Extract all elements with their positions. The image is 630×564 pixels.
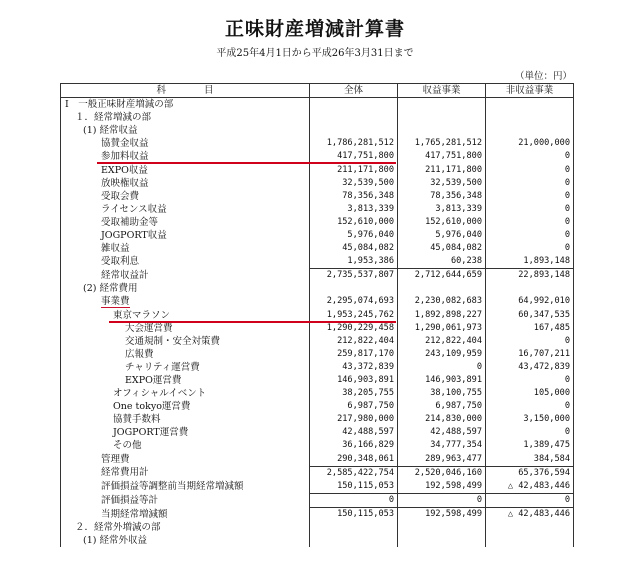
row-label-text: 当期経常増減額	[101, 508, 168, 520]
row-label-text: 事業費	[101, 296, 130, 308]
row-label	[61, 322, 310, 335]
row-label	[61, 400, 310, 413]
row-label	[61, 242, 310, 255]
cell-profit: 6,987,750	[398, 400, 486, 413]
header-item: 科 目	[61, 84, 310, 98]
table-row	[61, 400, 574, 413]
cell-total	[310, 111, 398, 124]
table-row	[61, 216, 574, 229]
cell-profit: 0	[398, 493, 486, 507]
cell-nonprofit: 16,707,211	[486, 348, 574, 361]
table-row	[61, 426, 574, 439]
cell-profit	[398, 521, 486, 534]
cell-total	[310, 521, 398, 534]
table-row	[61, 348, 574, 361]
cell-total: 150,115,053	[310, 480, 398, 494]
cell-total: 2,585,422,754	[310, 466, 398, 480]
table-row	[61, 124, 574, 137]
cell-profit: 1,765,281,512	[398, 137, 486, 150]
cell-profit: 146,903,891	[398, 374, 486, 387]
row-label	[61, 493, 310, 507]
cell-total	[310, 282, 398, 295]
row-label-text: 評価損益等計	[101, 494, 159, 506]
cell-nonprofit: 0	[486, 374, 574, 387]
row-label	[61, 98, 310, 112]
row-label-text: １．経常増減の部	[75, 112, 152, 124]
cell-profit: 78,356,348	[398, 190, 486, 203]
cell-nonprofit: 0	[486, 177, 574, 190]
table-row	[61, 374, 574, 387]
row-label-text: 経常費用計	[101, 467, 149, 479]
table-row	[61, 534, 574, 547]
cell-nonprofit: 21,000,000	[486, 137, 574, 150]
row-label-text: 受取補助金等	[101, 216, 159, 228]
table-row	[61, 521, 574, 534]
row-label-text: JOGPORT運営費	[113, 427, 189, 439]
row-label-text: 受取会費	[101, 190, 140, 202]
cell-nonprofit	[486, 521, 574, 534]
cell-total: 2,735,537,807	[310, 269, 398, 283]
cell-profit: 2,712,644,659	[398, 269, 486, 283]
cell-profit: 32,539,500	[398, 177, 486, 190]
cell-total: 212,822,404	[310, 335, 398, 348]
table-row	[61, 269, 574, 283]
cell-nonprofit: 1,893,148	[486, 255, 574, 269]
row-label	[61, 453, 310, 467]
row-label	[61, 163, 310, 176]
cell-nonprofit	[486, 124, 574, 137]
table-row	[61, 111, 574, 124]
row-label	[61, 361, 310, 374]
table-row	[61, 295, 574, 308]
table-row	[61, 203, 574, 216]
cell-total: 146,903,891	[310, 374, 398, 387]
row-label	[61, 229, 310, 242]
cell-profit: 152,610,000	[398, 216, 486, 229]
table-row	[61, 98, 574, 112]
table-row	[61, 242, 574, 255]
row-label-text: EXPO運営費	[125, 375, 182, 387]
cell-nonprofit: 0	[486, 493, 574, 507]
table-row	[61, 255, 574, 269]
row-label-text: (1) 経常収益	[83, 125, 138, 137]
row-label	[61, 255, 310, 269]
row-label-text: 大会運営費	[125, 322, 173, 334]
row-label-text: 東京マラソン	[113, 309, 171, 321]
table-row	[61, 413, 574, 426]
row-label-text: ライセンス収益	[101, 203, 167, 215]
cell-total: 38,205,755	[310, 387, 398, 400]
cell-profit: 289,963,477	[398, 453, 486, 467]
row-label-text: (1) 経常外収益	[83, 535, 147, 547]
table-row	[61, 387, 574, 400]
cell-nonprofit: 22,893,148	[486, 269, 574, 283]
row-label	[61, 124, 310, 137]
row-label-text: 協賛金収益	[101, 138, 149, 150]
cell-nonprofit: 0	[486, 400, 574, 413]
row-label-text: 参加料収益	[101, 151, 149, 163]
cell-nonprofit: 0	[486, 335, 574, 348]
row-label-text: 交通規制・安全対策費	[125, 335, 221, 347]
cell-profit: 0	[398, 361, 486, 374]
cell-nonprofit	[486, 282, 574, 295]
cell-profit: 212,822,404	[398, 335, 486, 348]
cell-profit: 2,230,082,683	[398, 295, 486, 308]
row-label-text: 評価損益等調整前当期経常増減額	[101, 481, 244, 493]
cell-nonprofit: 0	[486, 426, 574, 439]
cell-nonprofit: 60,347,535	[486, 309, 574, 322]
cell-total: 417,751,800	[310, 150, 398, 163]
cell-nonprofit	[486, 534, 574, 547]
cell-nonprofit: 0	[486, 229, 574, 242]
cell-profit: 417,751,800	[398, 150, 486, 163]
row-label	[61, 439, 310, 452]
row-label	[61, 480, 310, 494]
cell-total	[310, 534, 398, 547]
cell-total: 1,953,245,762	[310, 309, 398, 322]
row-label-text: チャリティ運営費	[125, 361, 200, 373]
row-label	[61, 348, 310, 361]
cell-nonprofit: 1,389,475	[486, 439, 574, 452]
table-row	[61, 493, 574, 507]
header-total: 全体	[310, 84, 398, 98]
cell-nonprofit: 167,485	[486, 322, 574, 335]
row-label	[61, 374, 310, 387]
row-label	[61, 387, 310, 400]
cell-total	[310, 124, 398, 137]
row-label	[61, 216, 310, 229]
cell-profit: 45,084,082	[398, 242, 486, 255]
cell-nonprofit: 0	[486, 242, 574, 255]
cell-nonprofit	[486, 111, 574, 124]
header-nonprofit-business: 非収益事業	[486, 84, 574, 98]
cell-profit: 3,813,339	[398, 203, 486, 216]
row-label	[61, 269, 310, 283]
row-label-text: オフィシャルイベント	[113, 388, 207, 400]
row-label	[61, 466, 310, 480]
row-label	[61, 295, 310, 308]
cell-nonprofit: 105,000	[486, 387, 574, 400]
row-label	[61, 111, 310, 124]
row-label	[61, 335, 310, 348]
row-label	[61, 534, 310, 547]
table-row	[61, 177, 574, 190]
row-label-text: Ⅰ 一般正味財産増減の部	[65, 99, 174, 111]
row-label-text: 協賛手数料	[113, 414, 161, 426]
cell-profit: 214,830,000	[398, 413, 486, 426]
cell-total: 42,488,597	[310, 426, 398, 439]
table-row	[61, 335, 574, 348]
table-row	[61, 190, 574, 203]
cell-profit: 192,598,499	[398, 480, 486, 494]
table-row	[61, 229, 574, 242]
row-label	[61, 177, 310, 190]
cell-profit: 211,171,800	[398, 163, 486, 176]
table-row	[61, 322, 574, 335]
document-title: 正味財産増減計算書	[224, 18, 405, 40]
period-text: 平成25年4月1日から平成26年3月31日まで	[216, 48, 414, 59]
cell-profit: 42,488,597	[398, 426, 486, 439]
cell-nonprofit: 0	[486, 163, 574, 176]
cell-nonprofit: 43,472,839	[486, 361, 574, 374]
table-row	[61, 466, 574, 480]
cell-nonprofit: △ 42,483,446	[486, 507, 574, 521]
cell-profit: 38,100,755	[398, 387, 486, 400]
row-label	[61, 203, 310, 216]
cell-total: 217,980,000	[310, 413, 398, 426]
row-label-text: 管理費	[101, 453, 130, 465]
header-profit-business: 収益事業	[398, 84, 486, 98]
row-label	[61, 190, 310, 203]
cell-total: 36,166,829	[310, 439, 398, 452]
cell-total: 152,610,000	[310, 216, 398, 229]
table-row	[61, 439, 574, 452]
cell-profit	[398, 282, 486, 295]
row-label	[61, 426, 310, 439]
cell-profit	[398, 124, 486, 137]
cell-profit: 5,976,040	[398, 229, 486, 242]
cell-profit: 60,238	[398, 255, 486, 269]
row-label-text: 経常収益計	[101, 270, 149, 282]
red-highlight-line	[109, 321, 396, 323]
row-label-text: One tokyo運営費	[113, 401, 191, 413]
cell-profit	[398, 534, 486, 547]
cell-total: 1,290,229,458	[310, 322, 398, 335]
cell-nonprofit: 0	[486, 203, 574, 216]
table-row	[61, 282, 574, 295]
cell-profit: 34,777,354	[398, 439, 486, 452]
row-label-text: JOGPORT収益	[101, 229, 167, 241]
table-row	[61, 507, 574, 521]
cell-nonprofit: 0	[486, 190, 574, 203]
cell-nonprofit: 384,584	[486, 453, 574, 467]
cell-total: 2,295,074,693	[310, 295, 398, 308]
row-label-text: EXPO収益	[101, 164, 148, 176]
row-label	[61, 521, 310, 534]
cell-profit	[398, 111, 486, 124]
unit-label: （単位：円）	[514, 71, 572, 82]
table-header-row	[61, 84, 574, 98]
cell-total: 259,817,170	[310, 348, 398, 361]
cell-profit: 192,598,499	[398, 507, 486, 521]
cell-total: 1,786,281,512	[310, 137, 398, 150]
table-row	[61, 137, 574, 150]
cell-total: 1,953,386	[310, 255, 398, 269]
cell-profit: 243,109,959	[398, 348, 486, 361]
cell-total: 45,084,082	[310, 242, 398, 255]
cell-nonprofit: △ 42,483,446	[486, 480, 574, 494]
cell-total: 150,115,053	[310, 507, 398, 521]
cell-nonprofit: 3,150,000	[486, 413, 574, 426]
cell-total: 290,348,061	[310, 453, 398, 467]
red-highlight-line	[97, 162, 396, 164]
cell-total: 3,813,339	[310, 203, 398, 216]
cell-total: 0	[310, 493, 398, 507]
row-label-text: 放映権収益	[101, 177, 149, 189]
cell-total: 211,171,800	[310, 163, 398, 176]
cell-total: 5,976,040	[310, 229, 398, 242]
statement-table	[60, 83, 574, 547]
cell-profit: 2,520,046,160	[398, 466, 486, 480]
cell-total: 6,987,750	[310, 400, 398, 413]
cell-total: 43,372,839	[310, 361, 398, 374]
cell-nonprofit: 64,992,010	[486, 295, 574, 308]
cell-nonprofit	[486, 98, 574, 112]
table-row	[61, 480, 574, 494]
row-label-text: その他	[113, 440, 142, 452]
cell-profit: 1,290,061,973	[398, 322, 486, 335]
cell-nonprofit: 0	[486, 216, 574, 229]
table-row	[61, 361, 574, 374]
row-label-text: ２．経常外増減の部	[75, 522, 161, 534]
cell-total: 78,356,348	[310, 190, 398, 203]
table-row	[61, 163, 574, 176]
row-label	[61, 507, 310, 521]
cell-profit: 1,892,898,227	[398, 309, 486, 322]
cell-nonprofit: 0	[486, 150, 574, 163]
cell-total: 32,539,500	[310, 177, 398, 190]
row-label-text: 広報費	[125, 348, 154, 360]
cell-nonprofit: 65,376,594	[486, 466, 574, 480]
row-label-text: 受取利息	[101, 256, 140, 268]
cell-total	[310, 98, 398, 112]
row-label	[61, 137, 310, 150]
row-label	[61, 282, 310, 295]
row-label-text: (2) 経常費用	[83, 283, 138, 295]
row-label-text: 雑収益	[101, 243, 130, 255]
cell-profit	[398, 98, 486, 112]
row-label	[61, 413, 310, 426]
table-row	[61, 453, 574, 467]
